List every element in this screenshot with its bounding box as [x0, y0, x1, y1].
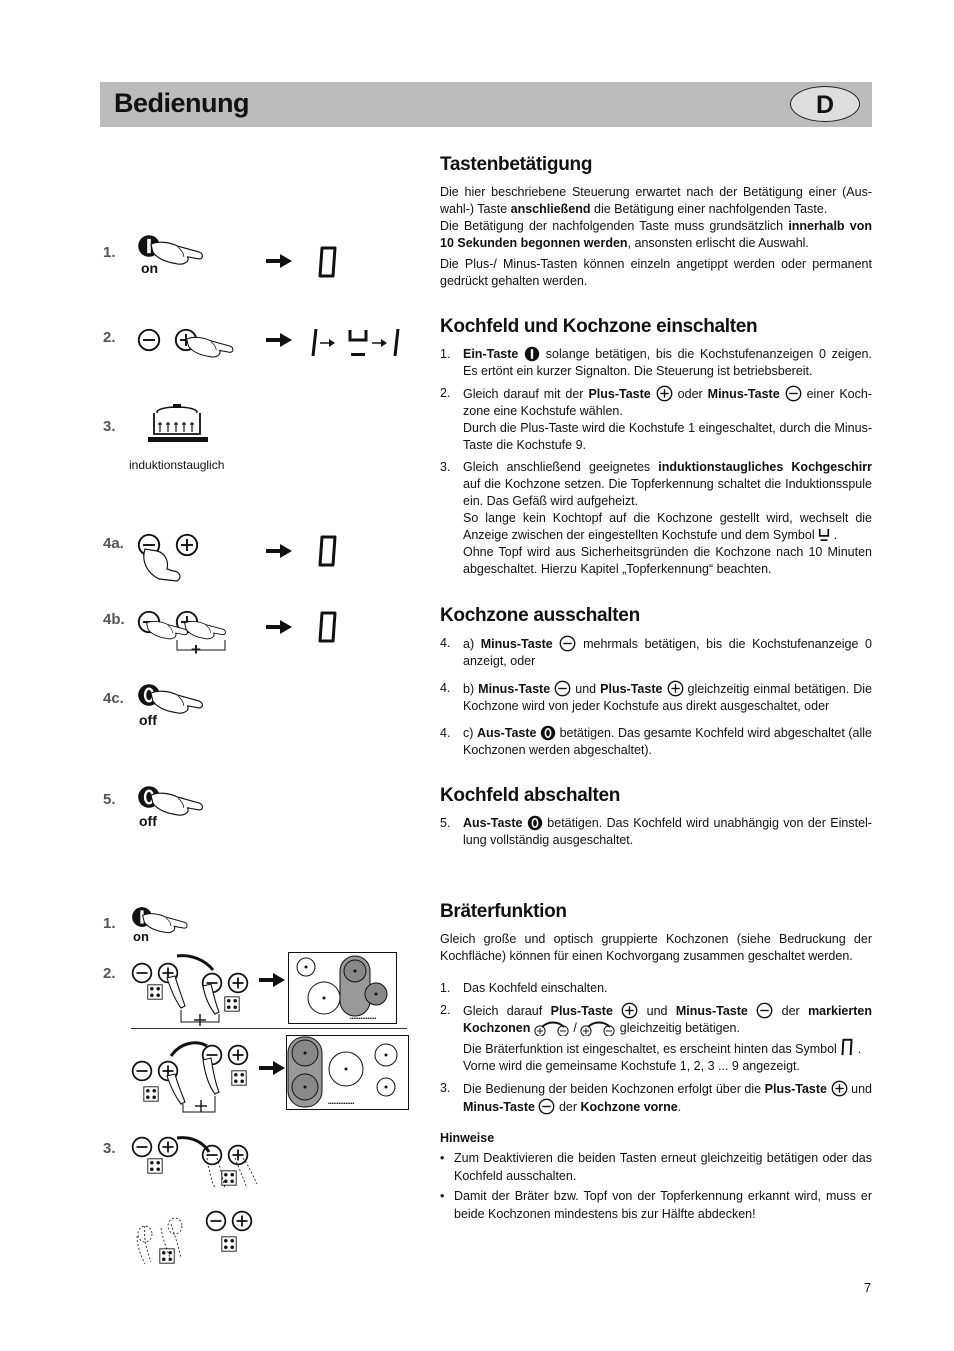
- list-item: 5. Aus-Taste betätigen. Das Kochfeld wird unabhängig von der Einstel-lung vollständig ausgeschaltet.: [440, 816, 872, 847]
- minus-key-icon: [559, 635, 576, 652]
- brater-symbol-icon: [840, 1037, 854, 1057]
- list-item: 4. c) Aus-Taste betätigen. Das gesamte Kochfeld wird abgeschaltet (alle Kochzonen werden abgeschaltet).: [440, 726, 872, 757]
- numbered-list: [440, 980, 872, 1116]
- section-einschalten: [440, 316, 872, 583]
- on-label: on: [133, 929, 149, 944]
- linked-plus-minus-icon: [534, 1020, 570, 1036]
- arrow-icon: [266, 254, 294, 270]
- plus-key-icon: [656, 385, 673, 402]
- divider-line: [131, 1028, 407, 1029]
- brater-activate-illustration-rear: [131, 950, 281, 1030]
- section-title: Kochzone ausschalten: [440, 605, 640, 626]
- minus-plus-illustration: [137, 326, 237, 366]
- list-item: 4. a) Minus-Taste mehrmals betätigen, bis die Kochstufenanzeige 0 anzeigt, oder: [440, 636, 873, 668]
- minus-key-icon: [785, 385, 802, 402]
- paragraph: Die hier beschriebene Steuerung erwartet nach der Betätigung einer (Aus-wahl-) Taste anschließend die Betätigung einer nachfolgenden Taste.: [440, 185, 872, 216]
- plus-key-icon: [831, 1080, 848, 1097]
- pot-detection-symbol-icon: [818, 527, 830, 543]
- arrow-icon: [259, 973, 287, 989]
- step-label-1: 1.: [103, 244, 116, 261]
- brater-activate-illustration-front: [131, 1038, 281, 1118]
- plus-sign-label: +: [191, 640, 201, 659]
- linked-plus-minus-icon: [580, 1020, 616, 1036]
- list-item: 3. Die Bedienung der beiden Kochzonen erfolgt über die Plus-Taste und Minus-Taste der Kochzone vorne.: [440, 1081, 872, 1114]
- brater-step-label-1: 1.: [103, 915, 116, 932]
- list-item: • Zum Deaktivieren die beiden Tasten erneut gleichzeitig betätigen oder das Kochfeld ausschalten.: [440, 1149, 872, 1185]
- on-label: on: [141, 260, 159, 276]
- list-item: 1. Ein-Taste solange betätigen, bis die Kochstufenanzeigen 0 zeigen. Es ertönt ein kurzer Signalton. Die Steuerung ist betriebsbereit.: [440, 347, 872, 378]
- arrow-icon: [266, 544, 294, 560]
- step-label-3: 3.: [103, 418, 116, 435]
- minus-key-icon: [538, 1098, 555, 1115]
- bullet-list: [440, 1149, 872, 1223]
- section-braterfunktion: [440, 901, 872, 1121]
- svg-text:•••••••••••••••: •••••••••••••••: [328, 1101, 355, 1107]
- off-label: off: [139, 712, 157, 728]
- off-label: off: [139, 813, 157, 829]
- list-item: 2. Gleich darauf mit der Plus-Taste oder Minus-Taste einer Koch-zone eine Kochstufe wählen. Durch die Plus-Taste wird die Kochstufe 1 eingeschaltet, durch die Minus-Taste die Kochstufe 9.: [440, 386, 872, 452]
- numbered-list: [440, 635, 872, 759]
- plus-key-icon: [667, 680, 684, 697]
- step-label-2: 2.: [103, 329, 116, 346]
- minus-plus-simultaneous-illustration: [137, 608, 237, 663]
- step-label-4c: 4c.: [103, 690, 124, 707]
- page-title: Bedienung: [114, 88, 249, 118]
- minus-key-icon: [756, 1002, 773, 1019]
- induction-caption: induktionstauglich: [129, 458, 225, 472]
- hinweise-title: Hinweise: [440, 1131, 495, 1145]
- numbered-list: [440, 815, 872, 849]
- section-hinweise: [440, 1131, 872, 1225]
- brater-operate-illustration-2: [131, 1206, 271, 1271]
- section-kochfeld-abschalten: [440, 785, 872, 854]
- step-label-5: 5.: [103, 791, 116, 808]
- arrow-icon: [259, 1061, 287, 1077]
- section-title: Tastenbetätigung: [440, 154, 593, 175]
- induction-pot-icon: [140, 402, 215, 452]
- section-title: Kochfeld und Kochzone einschalten: [440, 316, 758, 337]
- list-item: 1. Das Kochfeld einschalten.: [440, 981, 608, 995]
- paragraph: Gleich große und optisch gruppierte Kochzonen (siehe Bedruckung der Kochfläche) können für einen Kochvorgang zusammen geschaltet werden.: [440, 932, 872, 963]
- section-title: Bräterfunktion: [440, 901, 567, 922]
- hob-diagram-front-zones: [286, 1035, 410, 1111]
- hob-diagram-rear-zones: [288, 952, 398, 1024]
- arrow-icon: [266, 620, 294, 636]
- brater-step-label-3: 3.: [103, 1140, 116, 1157]
- minus-key-icon: [554, 680, 571, 697]
- numbered-list: [440, 346, 872, 578]
- section-kochzone-ausschalten: [440, 605, 872, 764]
- display-zero-icon: [318, 534, 340, 570]
- svg-text:•••••••••••••••: •••••••••••••••: [350, 1016, 377, 1022]
- brater-operate-illustration: [131, 1128, 271, 1198]
- section-title: Kochfeld abschalten: [440, 785, 621, 806]
- language-badge: D: [790, 86, 860, 122]
- brater-step-label-2: 2.: [103, 965, 116, 982]
- list-item: 3. Gleich anschließend geeignetes induktionstaugliches Kochgeschirr auf die Kochzone setzen. Die Topferkennung schaltet die Induktionsspule ein. Das Gefäß wird aufgeheizt. So lange kein Kochtopf auf die Kochzone gestellt wird, wechselt die Anzeige zwischen der eingestellten Kochstufe und dem Symbol . Ohne Topf wird aus Sicherheitsgründen die Kochzone nach 10 Minuten abgeschaltet. Hierzu Kapitel „Topferkennung“ beachten.: [440, 460, 872, 576]
- arrow-icon: [266, 333, 294, 349]
- display-sequence-icon: [310, 326, 410, 362]
- plus-key-icon: [621, 1002, 638, 1019]
- display-zero-icon: [318, 245, 340, 281]
- list-item: 2. Gleich darauf Plus-Taste und Minus-Taste der markierten Kochzonen / gleichzeitig betätigen. Die Bräterfunktion ist eingeschaltet, es erscheint hinten das Symbol . Vorne wird die gemeinsame Kochstufe 1, 2, 3 ... 9 angezeigt.: [440, 1003, 872, 1073]
- section-tastenbetaetigung: [440, 154, 872, 290]
- step-label-4a: 4a.: [103, 535, 124, 552]
- page-number: 7: [864, 1280, 872, 1295]
- off-key-icon: [527, 815, 543, 831]
- off-key-icon: [540, 725, 556, 741]
- step-label-4b: 4b.: [103, 611, 125, 628]
- minus-press-illustration: [137, 531, 217, 586]
- page-header: [100, 82, 872, 127]
- on-key-icon: [524, 346, 540, 362]
- paragraph: Die Plus-/ Minus-Tasten können einzeln angetippt werden oder permanent gedrückt gehalten werden.: [440, 257, 872, 288]
- paragraph: Die Betätigung der nachfolgenden Taste muss grundsätzlich innerhalb von 10 Sekunden begonnen werden, ansonsten erlischt die Auswahl.: [440, 219, 873, 250]
- display-zero-icon: [318, 610, 340, 646]
- list-item: 4. b) Minus-Taste und Plus-Taste gleichzeitig einmal betätigen. Die Kochzone wird von jeder Kochstufe aus direkt ausgeschaltet, oder: [440, 681, 872, 713]
- list-item: • Damit der Bräter bzw. Topf von der Topferkennung erkannt wird, muss er beide Kochzonen mindestens bis zur Hälfte abdecken!: [440, 1187, 872, 1223]
